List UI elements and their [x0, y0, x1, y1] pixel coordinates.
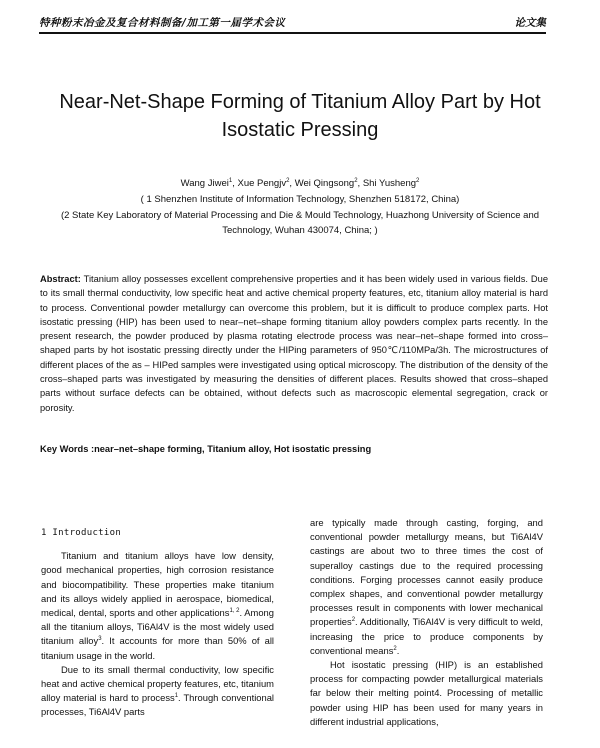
- header-proceedings-label: 论文集: [514, 17, 546, 29]
- header-rule: [39, 32, 546, 34]
- citation-mark: 2: [351, 617, 356, 624]
- affiliation-2: (2 State Key Laboratory of Material Processing and Die & Mould Technology, Huazhong University of Science and Technology, Wuhan 430074, China; ): [60, 210, 540, 236]
- affiliation-1: ( 1 Shenzhen Institute of Information Technology, Shenzhen 518172, China): [140, 194, 460, 205]
- paragraph-text: .: [396, 644, 400, 656]
- paragraph-text: . It accounts for more than 50% of all titanium usage in the world.: [41, 635, 274, 661]
- paragraph-text: are typically made through casting, forging, and conventional powder metallurgy means, but Ti6Al4V castings are about two to three times the cost of superalloy castings due to the required processing conditions. Forging processes cannot easily produce complex shapes, and conventional powder metallurgy processes result in components with lower mechanical properties: [310, 517, 543, 628]
- author-name: Shi Yusheng: [362, 178, 417, 189]
- keywords-text: :near–net–shape forming, Titanium alloy, Hot isostatic pressing: [88, 444, 372, 454]
- header-conference-title: 特种粉末冶金及复合材料制备/加工第一届学术会议: [39, 17, 286, 29]
- body-column-left: [41, 526, 274, 720]
- paragraph-text: . Among all the titanium alloys, Ti6Al4V is the most widely used titanium alloy: [41, 607, 274, 647]
- citation-mark: 1, 2: [229, 607, 240, 614]
- paragraph-text: Due to its small thermal conductivity, low specific heat and active chemical property features, etc, titanium alloy material is hard to process: [41, 663, 274, 704]
- paper-title: Near-Net-Shape Forming of Titanium Alloy Part by Hot Isostatic Pressing: [59, 91, 541, 141]
- abstract: [40, 272, 548, 415]
- paragraph: [41, 549, 274, 663]
- citation-mark: 2: [393, 645, 397, 652]
- body-column-right: [310, 516, 543, 729]
- paragraph-text: . Additionally, Ti6Al4V is very difficult to weld, increasing the price to produce components by conventional means: [310, 616, 543, 656]
- author-list: Wang Jiwei$^1$, Xue Pengjv$^2$, Wei Qingsong$^2$, Shi Yusheng$^2$: [180, 177, 420, 189]
- keywords-label: Key Words: [40, 444, 89, 454]
- author-name: Xue Pengjv: [237, 178, 287, 189]
- abstract-text: Titanium alloy possesses excellent comprehensive properties and it has been widely used in various fields. Due to its small thermal conductivity, low specific heat and active chemical property features, etc, titanium alloy material is hard to process. Conventional powder metallurgy can overcome this problem, but it is difficult to produce complex parts. Hot isostatic pressing (HIP) has been used to near–net–shape forming titanium alloy powders complex parts recently. In the present research, the powder produced by plasma rotating electrode process was near–net–shape formed into cross–shaped parts by hot isostatic pressing directly under the HIPing parameters of 950℃/110MPa/3h. The microstructures of different places of the as – HIPed samples were investigated using optical microscopy. The distribution of the density of the cross–shaped parts was investigated by measuring the densities of different places. Results showed that cross–shaped parts without surface defects can be obtained, without defects such as macroscopic elemental segregation, crack or porosity.: [40, 274, 548, 413]
- keywords: [40, 442, 548, 456]
- author-name: Wei Qingsong: [294, 178, 355, 189]
- author-affiliation-mark: 1: [228, 177, 233, 184]
- author-name: Wang Jiwei: [180, 178, 229, 189]
- paragraph-text: . Through conventional processes, Ti6Al4V parts: [41, 692, 274, 718]
- abstract-label: Abstract:: [40, 274, 81, 284]
- paragraph: [41, 663, 274, 720]
- citation-mark: 1: [174, 693, 179, 700]
- paragraph-text: Titanium and titanium alloys have low density, good mechanical properties, high corrosion resistance and biocompatibility. These properties make titanium and its alloys widely applied in aerospace, biomedical, medical, dental, sports and other applications: [41, 550, 274, 619]
- author-affiliation-mark: 2: [416, 177, 420, 184]
- author-affiliation-mark: 2: [286, 177, 290, 184]
- citation-mark: 3: [98, 636, 102, 643]
- section-heading: 1 Introduction: [41, 528, 122, 538]
- paragraph: Hot isostatic pressing (HIP) is an established process for compacting powder metallurgical materials far below their melting point4. Processing of metallic powder using HIP has been used for many years in different industrial applications,: [310, 659, 543, 727]
- running-header: [39, 12, 546, 34]
- author-affiliation-mark: 2: [354, 177, 358, 184]
- paragraph: [310, 516, 543, 658]
